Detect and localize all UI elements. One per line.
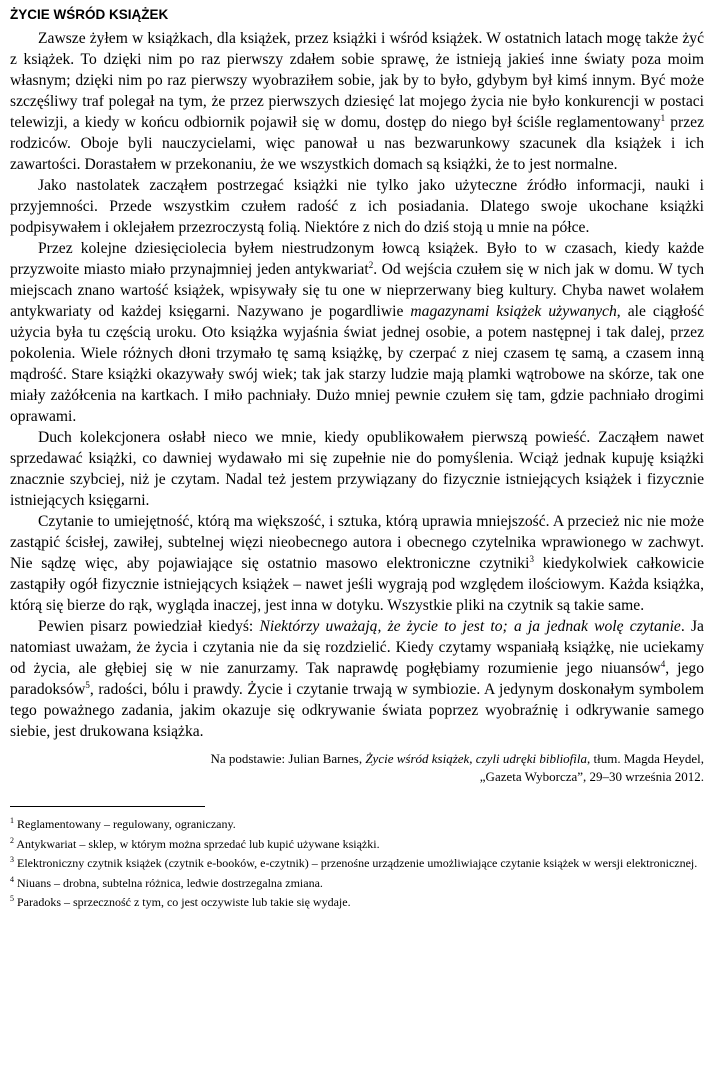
document-page xyxy=(10,4,704,911)
text-segment: , jego paradoksów xyxy=(10,660,705,698)
text-segment: , ale ciągłość użycia była tu częścią uroku. Oto książka wyjaśnia świat jednej osobie, a potem następnej i tak dalej, przez pokolenia. Wiele różnych dłoni trzymało tę samą książkę, by czerpać z niej czasem tę samą, a czasem inną mądrość. Stare książki okazywały swój wiek; tak jak starzy ludzie mają plamki wątrobowe na skórze, tak one miały zażółcenia na kartkach. I miło pachniały. Dużo mniej pewnie czułem się tam, gdzie pachniało drogimi oprawami. xyxy=(10,303,704,425)
footnote-text: Elektroniczny czytnik książek (czytnik e-booków, e-czytnik) – przenośne urządzenie umożliwiające czytanie książek w wersji elektronicznej. xyxy=(17,856,698,870)
italic-phrase: magazynami książek używanych xyxy=(410,303,617,320)
footnote-number: 3 xyxy=(10,855,14,864)
footnote-ref-3: 3 xyxy=(529,553,534,564)
text-segment: przez rodziców. Oboje byli nauczycielami, więc panował u nas bezwarunkowy szacunek dla książek i ich zawartości. Dorastałem w przekonaniu, że we wszystkich domach są książki, że to jest normalne. xyxy=(10,114,704,173)
footnote-text: Reglamentowany – regulowany, ograniczany. xyxy=(17,817,236,831)
source-prefix: Na podstawie: Julian Barnes, xyxy=(210,751,366,766)
text-segment: , radości, bólu i prawdy. Życie i czytanie trwają w symbiozie. A jedynym doskonałym symbolem tego poważnego zadania, jakim okazuje się odkrywanie świata poprzez wyobraźnię i odkrywanie samego siebie, jest drukowana książka. xyxy=(10,681,704,740)
footnote-ref-5: 5 xyxy=(85,679,90,690)
footnote-text: Antykwariat – sklep, w którym można sprzedać lub kupić używane książki. xyxy=(16,836,380,851)
italic-quote: Niektórzy uważają, że życie to jest to; a ja jednak wolę czytanie xyxy=(259,618,681,635)
footnote-number: 2 xyxy=(10,835,14,845)
source-line-1 xyxy=(10,750,704,768)
source-suffix: , tłum. Magda Heydel, xyxy=(587,751,704,766)
paragraph-3 xyxy=(10,238,704,427)
text-segment: kiedykolwiek całkowicie zastąpiły ogół fizycznie istniejących książek – nawet jeśli wygrają pod względem ilościowym. Każda książka, którą się bierze do rąk, wygląda inaczej, jest inna w dotyku. Wszystkie pliki na czytnik są takie same. xyxy=(10,555,704,614)
footnote-ref-2: 2 xyxy=(368,259,374,270)
footnote-text: Paradoks – sprzeczność z tym, co jest oczywiste lub takie się wydaje. xyxy=(17,895,351,909)
footnote-5 xyxy=(10,891,704,911)
source-title: Życie wśród książek, czyli udręki bibliofila xyxy=(365,751,588,766)
paragraph-4: Duch kolekcjonera osłabł nieco we mnie, kiedy opublikowałem pierwszą powieść. Zacząłem nawet sprzedawać książki, co dawniej wydawało mi się zupełnie nie do pomyślenia. Wciąż jednak kupuję książki znacznie szybciej, niż je czytam. Nadal też jestem przywiązany do fizycznie istniejących książek i fizycznie istniejących księgarni. xyxy=(10,429,704,509)
text-segment: Czytanie to umiejętność, którą ma większość, i sztuka, którą uprawia mniejszość. A przecież nic nie może zastąpić ścisłej, zawiłej, subtelnej więzi nieobecnego autora i obecnego czytelnika wprawionego w zachwyt. Nie sądzę więc, aby pojawiające się ostatnio masowo elektroniczne czytniki xyxy=(10,513,704,572)
footnote-number: 4 xyxy=(10,874,14,884)
footnote-2 xyxy=(10,833,704,853)
paragraph-2: Jako nastolatek zacząłem postrzegać książki nie tylko jako użyteczne źródło informacji, nauki i przyjemności. Przede wszystkim czułem radość z ich posiadania. Dlatego swoje ukochane książki podpisywałem i oklejałem przezroczystą folią. Niektóre z nich do dziś stoją u mnie na półce. xyxy=(10,177,704,236)
document-title: ŻYCIE WŚRÓD KSIĄŻEK xyxy=(10,7,169,22)
text-segment: . Od wejścia czułem się w nich jak w domu. W tych miejscach znano wartość książek, wpisywały się tu one w nieprzerwany bieg kultury. Chyba nawet wolałem antykwariaty od każdej księgarni. Nazywano je pogardliwie xyxy=(10,261,704,320)
paragraph-5 xyxy=(10,511,704,616)
text-segment: Pewien pisarz powiedział kiedyś: xyxy=(38,618,260,635)
text-segment: Przez kolejne dziesięciolecia byłem niestrudzonym łowcą książek. Było to w czasach, kiedy każde przyzwoite miasto miało przynajmniej jeden antykwariat xyxy=(10,240,704,278)
text-segment: . Ja natomiast uważam, że życia i czytania nie da się rozdzielić. Kiedy czytamy wspaniałą książkę, nie uciekamy od życia, ale głębiej się w nie zanurzamy. Tak naprawdę pogłębiamy rozumienie jego niuansów xyxy=(10,618,704,677)
source-citation xyxy=(10,750,704,786)
footnotes xyxy=(10,813,704,911)
footnote-number: 1 xyxy=(10,816,14,825)
footnote-ref-4: 4 xyxy=(660,658,666,669)
footnote-number: 5 xyxy=(10,894,14,903)
footnote-text: Niuans – drobna, subtelna różnica, ledwie dostrzegalna zmiana. xyxy=(17,875,323,890)
footnote-3 xyxy=(10,852,704,872)
text-segment: Zawsze żyłem w książkach, dla książek, przez książki i wśród książek. W ostatnich latach mogę także żyć z książek. To dzięki nim po raz pierwszy zdałem sobie sprawę, że istnieją jakieś inne światy poza moim własnym; dzięki nim po raz pierwszy wyobraziłem sobie, jak by to było, gdybym był kimś innym. Być może szczęśliwy traf polegał na tym, że przez pierwszych dziesięć lat mojego życia nie było konkurencji w postaci telewizji, a kiedy w końcu odbiornik pojawił się w domu, dostęp do niego był ściśle reglamentowany xyxy=(10,30,704,131)
footnote-ref-1: 1 xyxy=(660,112,666,123)
footnote-1 xyxy=(10,813,704,833)
footnote-4 xyxy=(10,872,704,892)
paragraph-6 xyxy=(10,616,704,742)
source-line-2: „Gazeta Wyborcza”, 29–30 września 2012. xyxy=(479,769,704,784)
paragraph-1 xyxy=(10,28,704,175)
footnote-divider xyxy=(10,806,205,807)
